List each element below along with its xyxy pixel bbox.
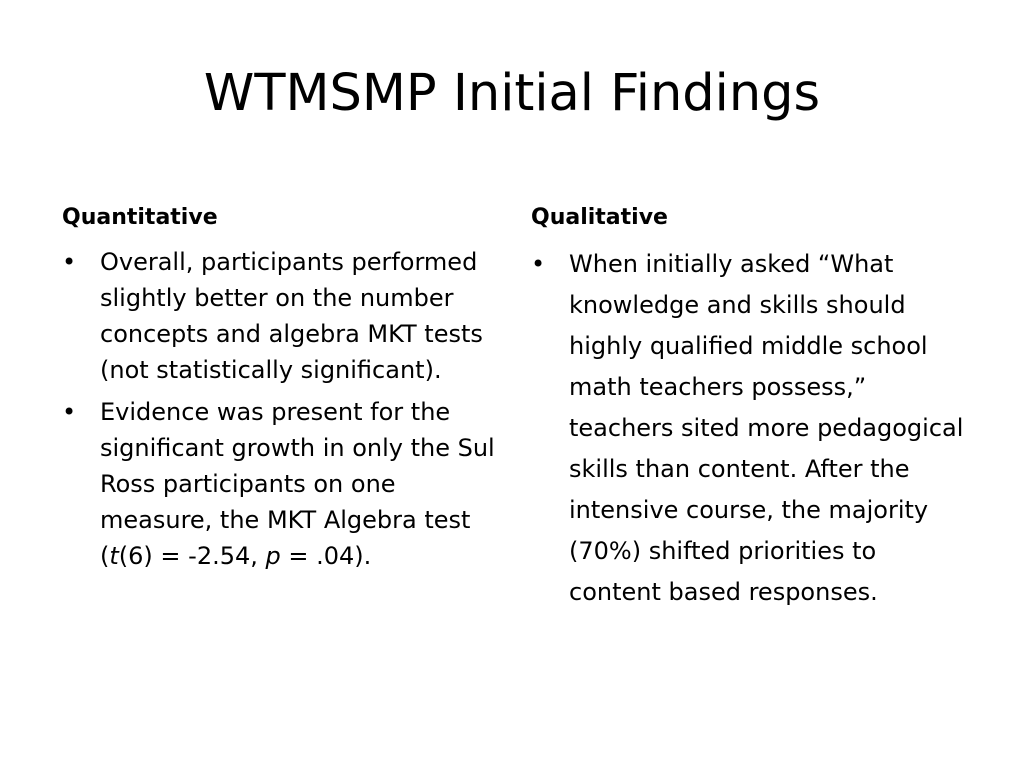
bullet-text-segment: = .04). bbox=[280, 542, 372, 570]
list-item bbox=[531, 244, 971, 613]
qualitative-heading: Qualitative bbox=[531, 205, 668, 230]
p-value-symbol: p bbox=[265, 542, 281, 570]
slide-title: WTMSMP Initial Findings bbox=[203, 64, 821, 123]
list-item bbox=[62, 394, 502, 574]
list-item bbox=[62, 244, 502, 388]
bullet-text: Overall, participants performed slightly better on the number concepts and algebra MKT tests (not statistically significant). bbox=[100, 248, 483, 384]
qualitative-bullet-list bbox=[531, 244, 971, 613]
bullet-icon: • bbox=[62, 248, 77, 276]
t-statistic-symbol: t bbox=[109, 542, 119, 570]
quantitative-bullet-list bbox=[62, 244, 502, 574]
quantitative-heading: Quantitative bbox=[62, 205, 218, 230]
bullet-icon: • bbox=[531, 250, 546, 278]
bullet-text: When initially asked “What knowledge and skills should highly qualified middle school math teachers possess,” teachers sited more pedagogical skills than content. After the intensive course, the majority (70%) shifted priorities to content based responses. bbox=[569, 250, 964, 606]
quantitative-column bbox=[62, 200, 502, 580]
qualitative-column bbox=[531, 200, 971, 619]
bullet-text bbox=[100, 398, 495, 570]
bullet-text-segment: (6) = -2.54, bbox=[118, 542, 266, 570]
bullet-icon: • bbox=[62, 398, 77, 426]
bullet-text-segment: Evidence was present for the significant growth in only the Sul Ross participants on one measure, the MKT Algebra test ( bbox=[100, 398, 495, 570]
